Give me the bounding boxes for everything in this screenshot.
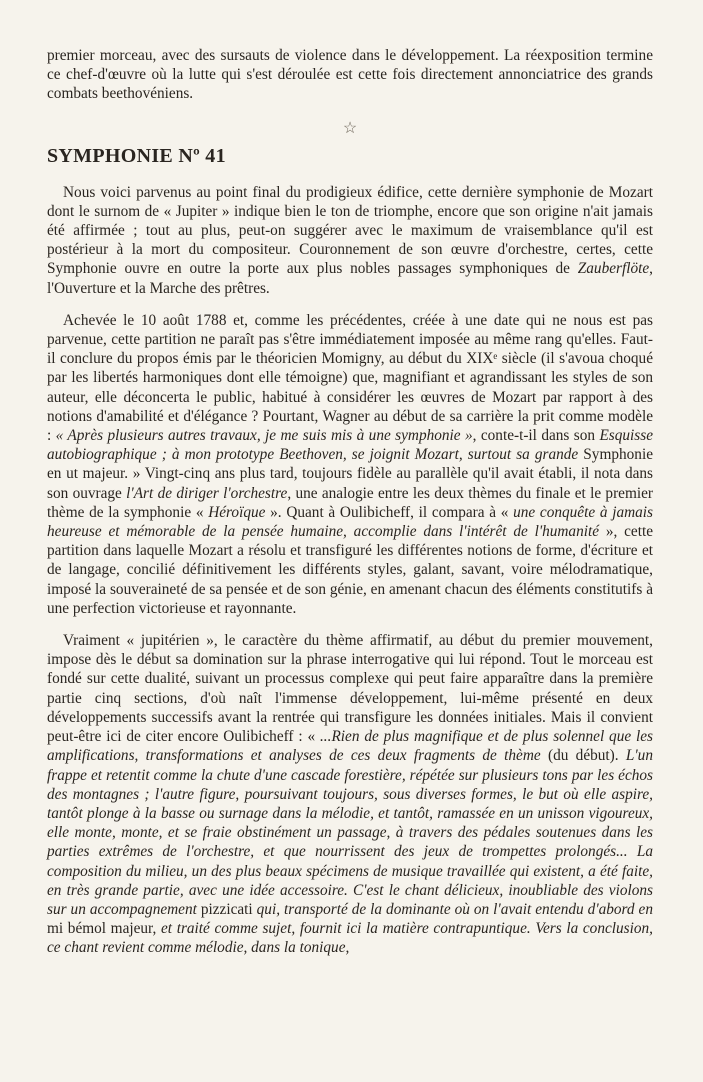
para1-italic-1: Zauberflöte <box>577 260 650 278</box>
para3-text-3: pizzicati <box>196 900 257 918</box>
para2-text-5: ». Quant à Oulibicheff, il compara à « <box>265 503 514 521</box>
paragraph-3 <box>47 631 653 957</box>
para3-italic-1: ...Rien de plus magnifique et de plus solennel que les amplifications, transformations et analyses de ces deux fragments de thème <box>47 728 653 765</box>
para3-text-4: mi bémol majeur, <box>47 920 162 938</box>
section-title: SYMPHONIE Nº 41 <box>47 144 226 167</box>
para2-text-1: Achevée le 10 août 1788 et, comme les précédentes, créée à une date qui ne nous est pas parvenue, cette partition ne paraît pas s'être immédiatement imposée au même rang qu'elles. Faut-il conclure du propos émis par le théoricien Momigny, au début du XIXᵉ siècle (il s'avoua choqué par les libertés harmoniques dont elle témoigne) que, magnifiant et agrandissant les styles de son auteur, elle déconcerta le public, habitué à considérer les œuvres de Mozart par rapport à des notions d'amabilité et d'élégance ? Pourtant, Wagner au début de sa carrière la prit comme modèle : <box>47 311 653 445</box>
para2-italic-1: « Après plusieurs autres travaux, je me suis mis à une symphonie » <box>55 427 473 445</box>
para2-text-4: , une analogie entre les deux thèmes du finale et le premier thème de la symphonie « <box>47 484 653 521</box>
para3-italic-3: qui, transporté de la dominante où on l'avait entendu d'abord en <box>256 900 653 918</box>
star-ornament-icon: ☆ <box>342 119 358 137</box>
para3-text-2: (du début). <box>540 747 626 765</box>
paragraph-1 <box>47 183 653 298</box>
para2-italic-3: l'Art de diriger l'orchestre <box>126 484 288 502</box>
para2-text-3: Symphonie en ut majeur. » Vingt-cinq ans plus tard, toujours fidèle au parallèle qu'il avait établi, il nota dans son ouvrage <box>47 446 653 502</box>
para3-italic-4: et traité comme sujet, fournit ici la matière contrapuntique. <box>161 920 531 938</box>
continuation-paragraph: premier morceau, avec des sursauts de violence dans le développement. La réexposition termine ce chef-d'œuvre où la lutte qui s'est déroulée est cette fois directement annonciatrice des grands combats beethovéniens. <box>47 47 653 103</box>
para1-text-1: Nous voici parvenus au point final du prodigieux édifice, cette dernière symphonie de Mozart dont le surnom de « Jupiter » indique bien le ton de triomphe, encore que son origine n'ait jamais été affirmée ; tout au plus, peut-on suggérer avec le maximum de vraisemblance qu'il est postérieur à la mort du compositeur. Couronnement de son œuvre d'orchestre, certes, cette Symphonie ouvre en outre la porte aux plus nobles passages symphoniques de <box>47 183 653 278</box>
para2-italic-4: Héroïque <box>208 503 266 521</box>
para2-text-2: , conte-t-il dans son <box>472 427 600 445</box>
paragraph-2 <box>47 311 653 618</box>
para1-text-2: , l'Ouverture et la Marche des prêtres. <box>47 260 653 297</box>
para3-italic-5: Vers la conclusion, ce chant revient comme mélodie, dans la tonique, <box>47 920 653 957</box>
para2-text-6: », cette partition dans laquelle Mozart a résolu et transfiguré les différentes notions de forme, d'écriture et de langage, concilié définitivement les différents styles, galant, savant, voire mélodramatique, imposé la souveraineté de sa pensée et de son génie, en amenant chacun des éléments constitutifs à une perfection victorieuse et rayonnante. <box>47 523 653 617</box>
para2-italic-5: une conquête à jamais heureuse et mémorable de la pensée humaine, accomplie dans l'intérêt de l'humanité <box>47 503 654 541</box>
para3-italic-2: L'un frappe et retentit comme la chute d'une cascade forestière, répétée sur plusieurs tons par les échos des montagnes ; l'autre figure, poursuivant toujours, sous diverses formes, le but où elle aspire, tantôt plonge à la basse ou surnage dans la mélodie, et tantôt, ramassée en un unisson vigoureux, elle monte, monte, et se fraie obstinément un passage, à travers des pédales soutenues dans les parties extrêmes de l'orchestre, et que nourrissent des jeux de trompettes prolongés... La composition du milieu, un des plus beaux spécimens de musique travaillée qui existent, a été faite, en très grande partie, avec une idée accessoire. C'est le chant délicieux, inoubliable des violons sur un accompagnement <box>47 747 653 918</box>
para3-text-1: Vraiment « jupitérien », le caractère du thème affirmatif, au début du premier mouvement, impose dès le début sa domination sur la phrase interrogative qui lui répond. Tout le morceau est fondé sur cette dualité, suivant un processus complexe qui peut faire apparaître dans la première partie cinq sections, d'où naît l'immense développement, lui-même présenté en deux développements successifs avant la rentrée qui transfigure les données initiales. Mais il convient peut-être ici de citer encore Oulibicheff : « <box>47 632 653 746</box>
para2-italic-2: Esquisse autobiographique ; à mon prototype Beethoven, se joignit Mozart, surtout sa grande <box>47 427 653 464</box>
